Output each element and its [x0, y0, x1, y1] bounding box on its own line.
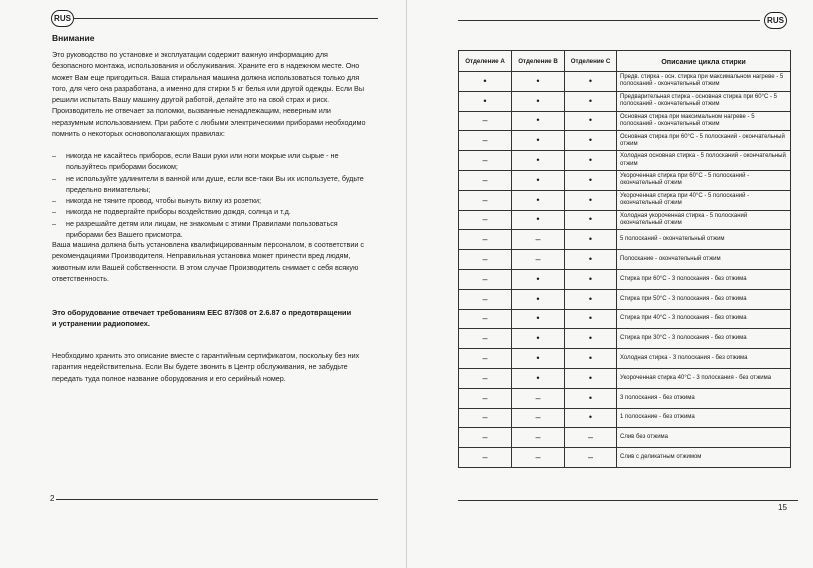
table-row [459, 388, 791, 408]
table-row [459, 190, 791, 210]
table-row [459, 91, 791, 111]
compliance-note: Это оборудование отвечает требованиям ЕЕС 87/308 от 2.6.87 о предотвращении и устранении радиопомех. [52, 308, 352, 328]
cycle-description-cell: Слив с деликатным отжимом [617, 448, 791, 468]
installation-note: Ваша машина должна быть установлена квалифицированным персоналом, в соответствии с рекомендациями Производителя. Неправильная установка может принести вред людям, животным или Вашей собственности. В этом случае Производитель снимает с себя всякую ответственность. [52, 240, 364, 283]
compartment-c-cell: – [565, 448, 617, 468]
compartment-b-cell: – [512, 428, 565, 448]
compartment-c-cell: – [565, 428, 617, 448]
compartment-c-cell: • [565, 151, 617, 171]
rus-badge: RUS [764, 12, 787, 29]
compartment-c-cell: • [565, 170, 617, 190]
table-row [459, 250, 791, 270]
compartment-b-cell: • [512, 151, 565, 171]
cycle-description-cell: 1 полоскание - без отжима [617, 408, 791, 428]
compartment-c-cell: • [565, 91, 617, 111]
compartment-b-cell: – [512, 388, 565, 408]
cycle-description-cell: Стирка при 30°С - 3 полоскания - без отжима [617, 329, 791, 349]
cycle-description-cell: 5 полосканий - окончательный отжим [617, 230, 791, 250]
compartment-a-cell: – [459, 388, 512, 408]
table-row [459, 448, 791, 468]
table-row [459, 72, 791, 92]
compartment-a-cell: • [459, 91, 512, 111]
wash-cycle-table [458, 50, 791, 468]
compartment-b-cell: • [512, 131, 565, 151]
cycle-description-cell: Холодная укороченная стирка - 5 полосканий окончательный отжим [617, 210, 791, 230]
compartment-c-cell: • [565, 210, 617, 230]
rule-item: – никогда не касайтесь приборов, если Ваши руки или ноги мокрые или сырые - не пользуйтесь приборами босиком; [52, 150, 370, 173]
compartment-c-cell: • [565, 250, 617, 270]
table-row [459, 170, 791, 190]
compartment-c-cell: • [565, 349, 617, 369]
cycle-description-cell: Слив без отжима [617, 428, 791, 448]
rule-item: – не используйте удлинители в ванной или душе, если все-таки Вы их используете, будьте предельно внимательны; [52, 173, 370, 196]
compartment-a-cell: – [459, 368, 512, 388]
table-row [459, 368, 791, 388]
compartment-a-cell: – [459, 210, 512, 230]
compartment-b-cell: – [512, 250, 565, 270]
cycle-description-cell: 3 полоскания - без отжима [617, 388, 791, 408]
left-page [0, 0, 405, 568]
cycle-description-cell: Предварительная стирка - основная стирка при 60°С - 5 полосканий - окончательный отжим [617, 91, 791, 111]
table-row [459, 428, 791, 448]
compartment-c-cell: • [565, 269, 617, 289]
table-row [459, 210, 791, 230]
rule-item: – никогда не тяните провод, чтобы вынуть вилку из розетки; [52, 195, 370, 206]
column-header-compartment-b: Отделение B [512, 51, 565, 72]
page-number: 2 [50, 494, 55, 503]
compartment-c-cell: • [565, 190, 617, 210]
table-row [459, 289, 791, 309]
compartment-a-cell: – [459, 250, 512, 270]
table-body [459, 72, 791, 468]
compartment-c-cell: • [565, 329, 617, 349]
table-row [459, 131, 791, 151]
page-number: 15 [778, 503, 787, 512]
compartment-a-cell: – [459, 428, 512, 448]
compartment-a-cell: – [459, 170, 512, 190]
compartment-a-cell: – [459, 111, 512, 131]
table-row [459, 329, 791, 349]
compartment-c-cell: • [565, 408, 617, 428]
safety-rules-list [52, 150, 370, 240]
table-row [459, 309, 791, 329]
compartment-a-cell: – [459, 230, 512, 250]
cycle-description-cell: Укороченная стирка при 60°С - 5 полосканий - окончательный отжим [617, 170, 791, 190]
compartment-b-cell: – [512, 448, 565, 468]
compartment-c-cell: • [565, 111, 617, 131]
table-row [459, 408, 791, 428]
compartment-b-cell: • [512, 170, 565, 190]
column-header-compartment-c: Отделение C [565, 51, 617, 72]
warranty-note: Необходимо хранить это описание вместе с гарантийным сертификатом, поскольку без них гарантия недействительна. Если Вы будете звонить в Центр обслуживания, не забудьте передать туда полное название оборудования и его серийный номер. [52, 351, 360, 383]
compartment-c-cell: • [565, 309, 617, 329]
compartment-b-cell: • [512, 111, 565, 131]
compartment-c-cell: • [565, 72, 617, 92]
compartment-c-cell: • [565, 131, 617, 151]
footer-rule [458, 500, 798, 501]
table-row [459, 269, 791, 289]
cycle-description-cell: Стирка при 40°С - 3 полоскания - без отжима [617, 309, 791, 329]
compartment-b-cell: • [512, 91, 565, 111]
column-header-compartment-a: Отделение A [459, 51, 512, 72]
compartment-b-cell: • [512, 368, 565, 388]
cycle-description-cell: Холодная стирка - 3 полоскания - без отжима [617, 349, 791, 369]
cycle-description-cell: Основная стирка при максимальном нагреве - 5 полосканий - окончательный отжим [617, 111, 791, 131]
compartment-b-cell: • [512, 190, 565, 210]
compartment-c-cell: • [565, 388, 617, 408]
compartment-c-cell: • [565, 230, 617, 250]
table-row [459, 151, 791, 171]
cycle-description-cell: Стирка при 60°С - 3 полоскания - без отжима [617, 269, 791, 289]
compartment-a-cell: – [459, 269, 512, 289]
header-rule [458, 20, 760, 21]
header-rule [73, 18, 378, 19]
compartment-a-cell: – [459, 131, 512, 151]
table-row [459, 230, 791, 250]
compartment-b-cell: – [512, 230, 565, 250]
intro-paragraph: Это руководство по установке и эксплуатации содержит важную информацию для безопасного монтажа, использования и обслуживания. Храните его в надежном месте. Оно может Вам еще пригодиться. Ваша стиральная машина должна использоваться только для того, для чего она разработана, а именно для стирки 5 кг белья или другой одежды. Если Вы решили испытать Вашу машину другой работой, делайте это на свой страх и риск. Производитель не отвечает за поломки, вызванные ненадлежащим, неверным или неразумным использованием. При работе с любыми электрическими приборами необходимо помнить о некоторых основополагающих правилах: [52, 50, 366, 139]
cycle-description-cell: Холодная основная стирка - 5 полосканий - окончательный отжим [617, 151, 791, 171]
compartment-c-cell: • [565, 368, 617, 388]
compartment-b-cell: • [512, 349, 565, 369]
compartment-a-cell: – [459, 190, 512, 210]
compartment-a-cell: – [459, 151, 512, 171]
page-fold-divider [406, 0, 407, 568]
column-header-description: Описание цикла стирки [617, 51, 791, 72]
compartment-b-cell: • [512, 329, 565, 349]
rule-item: – никогда не подвергайте приборы воздействию дождя, солнца и т.д. [52, 206, 370, 217]
compartment-b-cell: – [512, 408, 565, 428]
compartment-a-cell: – [459, 448, 512, 468]
compartment-c-cell: • [565, 289, 617, 309]
compartment-a-cell: – [459, 329, 512, 349]
compartment-b-cell: • [512, 210, 565, 230]
compartment-b-cell: • [512, 289, 565, 309]
cycle-description-cell: Укороченная стирка при 40°С - 5 полосканий - окончательный отжим [617, 190, 791, 210]
footer-rule [56, 499, 378, 500]
cycle-description-cell: Стирка при 50°С - 3 полоскания - без отжима [617, 289, 791, 309]
cycle-description-cell: Полоскание - окончательный отжим [617, 250, 791, 270]
compartment-a-cell: • [459, 72, 512, 92]
cycle-description-cell: Предв. стирка - осн. стирка при максимальном нагреве - 5 полосканий - окончательный отжим [617, 72, 791, 92]
table-row [459, 111, 791, 131]
cycle-description-cell: Укороченная стирка 40°С - 3 полоскания - без отжима [617, 368, 791, 388]
table-row [459, 349, 791, 369]
rule-item: – не разрешайте детям или лицам, не знакомым с этими Правилами пользоваться приборами без Вашего присмотра. [52, 218, 370, 241]
compartment-a-cell: – [459, 349, 512, 369]
compartment-b-cell: • [512, 72, 565, 92]
compartment-a-cell: – [459, 309, 512, 329]
compartment-a-cell: – [459, 289, 512, 309]
rus-badge: RUS [51, 10, 74, 27]
cycle-description-cell: Основная стирка при 60°С - 5 полосканий - окончательный отжим [617, 131, 791, 151]
compartment-a-cell: – [459, 408, 512, 428]
compartment-b-cell: • [512, 269, 565, 289]
section-title: Внимание [52, 33, 95, 43]
table-header-row [459, 51, 791, 72]
compartment-b-cell: • [512, 309, 565, 329]
